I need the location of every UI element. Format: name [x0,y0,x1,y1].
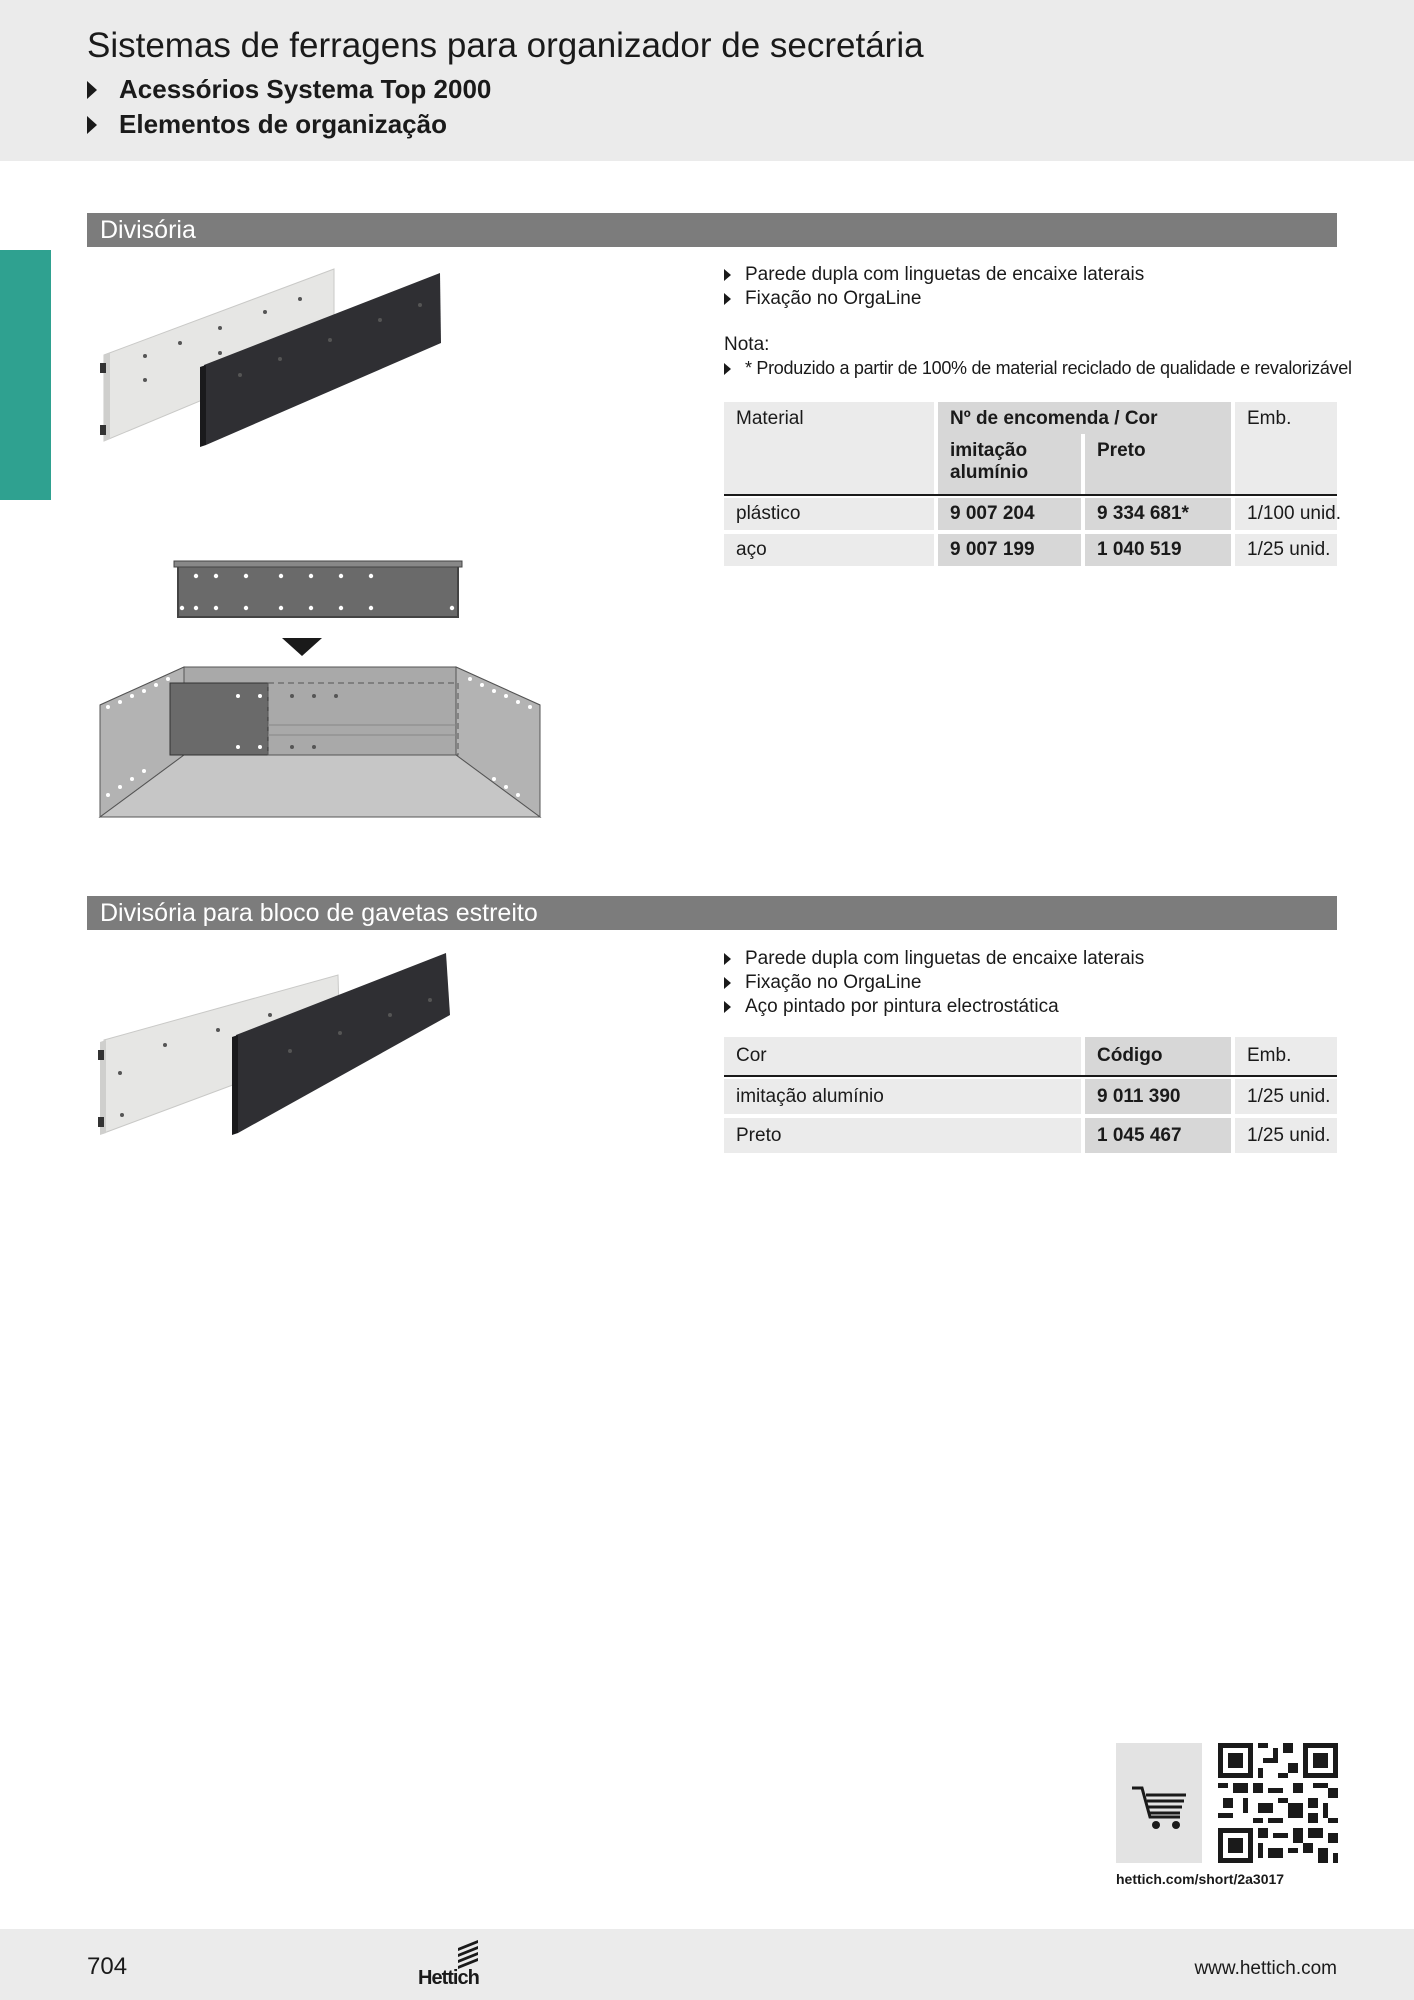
table-header-pack: Emb. [1235,402,1337,494]
triangle-right-icon [724,293,731,305]
table-rule [724,494,1337,496]
section2-feature-list [724,947,1144,1019]
shop-button[interactable] [1116,1743,1202,1863]
page-number: 704 [87,1953,128,1980]
table-cell: 1/25 unid. [1235,1079,1337,1114]
triangle-right-icon [724,953,731,965]
triangle-right-icon [724,269,731,281]
table-cell: 1/25 unid. [1235,534,1337,566]
qr-code[interactable] [1218,1743,1338,1863]
table-cell: 1/25 unid. [1235,1118,1337,1153]
triangle-right-icon [87,116,97,134]
section1-feature-list [724,263,1144,311]
table-cell: 9 007 199 [938,534,1081,566]
table-cell: plástico [724,498,934,530]
triangle-right-icon [724,1001,731,1013]
page-title: Sistemas de ferragens para organizador de secretária [87,26,924,65]
table-cell: 9 011 390 [1085,1079,1231,1114]
hettich-logo [418,1938,490,1993]
table-header-material: Material [724,402,934,494]
triangle-right-icon [724,977,731,989]
breadcrumb-2[interactable] [87,109,447,140]
divider-narrow-product-image [90,945,550,1145]
table-cell: 1/100 unid. [1235,498,1337,530]
table-cell: aço [724,534,934,566]
table-header-pack: Emb. [1235,1037,1337,1075]
table-cell: 1 045 467 [1085,1118,1231,1153]
table-cell: 1 040 519 [1085,534,1231,566]
short-url-link[interactable]: hettich.com/short/2a3017 [1116,1871,1285,1887]
list-item: Aço pintado por pintura electrostática [724,995,1144,1019]
assembly-diagram [96,555,546,820]
table-cell: 9 007 204 [938,498,1081,530]
note-label: Nota: [724,334,770,355]
website-link[interactable]: www.hettich.com [1194,1958,1337,1979]
triangle-right-icon [87,81,97,99]
chapter-tab [0,250,51,500]
svg-text:Hettich: Hettich [418,1967,479,1988]
divider-product-image [90,255,550,455]
breadcrumb-2-label: Elementos de organização [119,109,447,139]
list-item: Parede dupla com linguetas de encaixe laterais [724,263,1144,287]
table-cell: imitação alumínio [724,1079,1081,1114]
table-header-code: Código [1085,1037,1231,1075]
triangle-right-icon [724,363,731,375]
list-item: Fixação no OrgaLine [724,971,1144,995]
list-item: Parede dupla com linguetas de encaixe laterais [724,947,1144,971]
section-title-divisoria-estreito: Divisória para bloco de gavetas estreito [87,896,1337,930]
page-header [0,0,1414,161]
table-cell: Preto [724,1118,1081,1153]
table-cell: 9 334 681* [1085,498,1231,530]
section-title-divisoria: Divisória [87,213,1337,247]
table-header-order: Nº de encomenda / Cor [938,402,1231,434]
breadcrumb-1-label: Acessórios Systema Top 2000 [119,74,492,104]
table-header-color: Cor [724,1037,1081,1075]
cart-icon [1116,1743,1202,1863]
list-item: Fixação no OrgaLine [724,287,1144,311]
breadcrumb-1[interactable] [87,74,491,105]
table-rule [724,1075,1337,1077]
table-header-preto: Preto [1085,434,1231,494]
table-header-alu: imitação alumínio [938,434,1081,494]
note-text: * Produzido a partir de 100% de material reciclado de qualidade e revalorizável [724,358,1352,379]
